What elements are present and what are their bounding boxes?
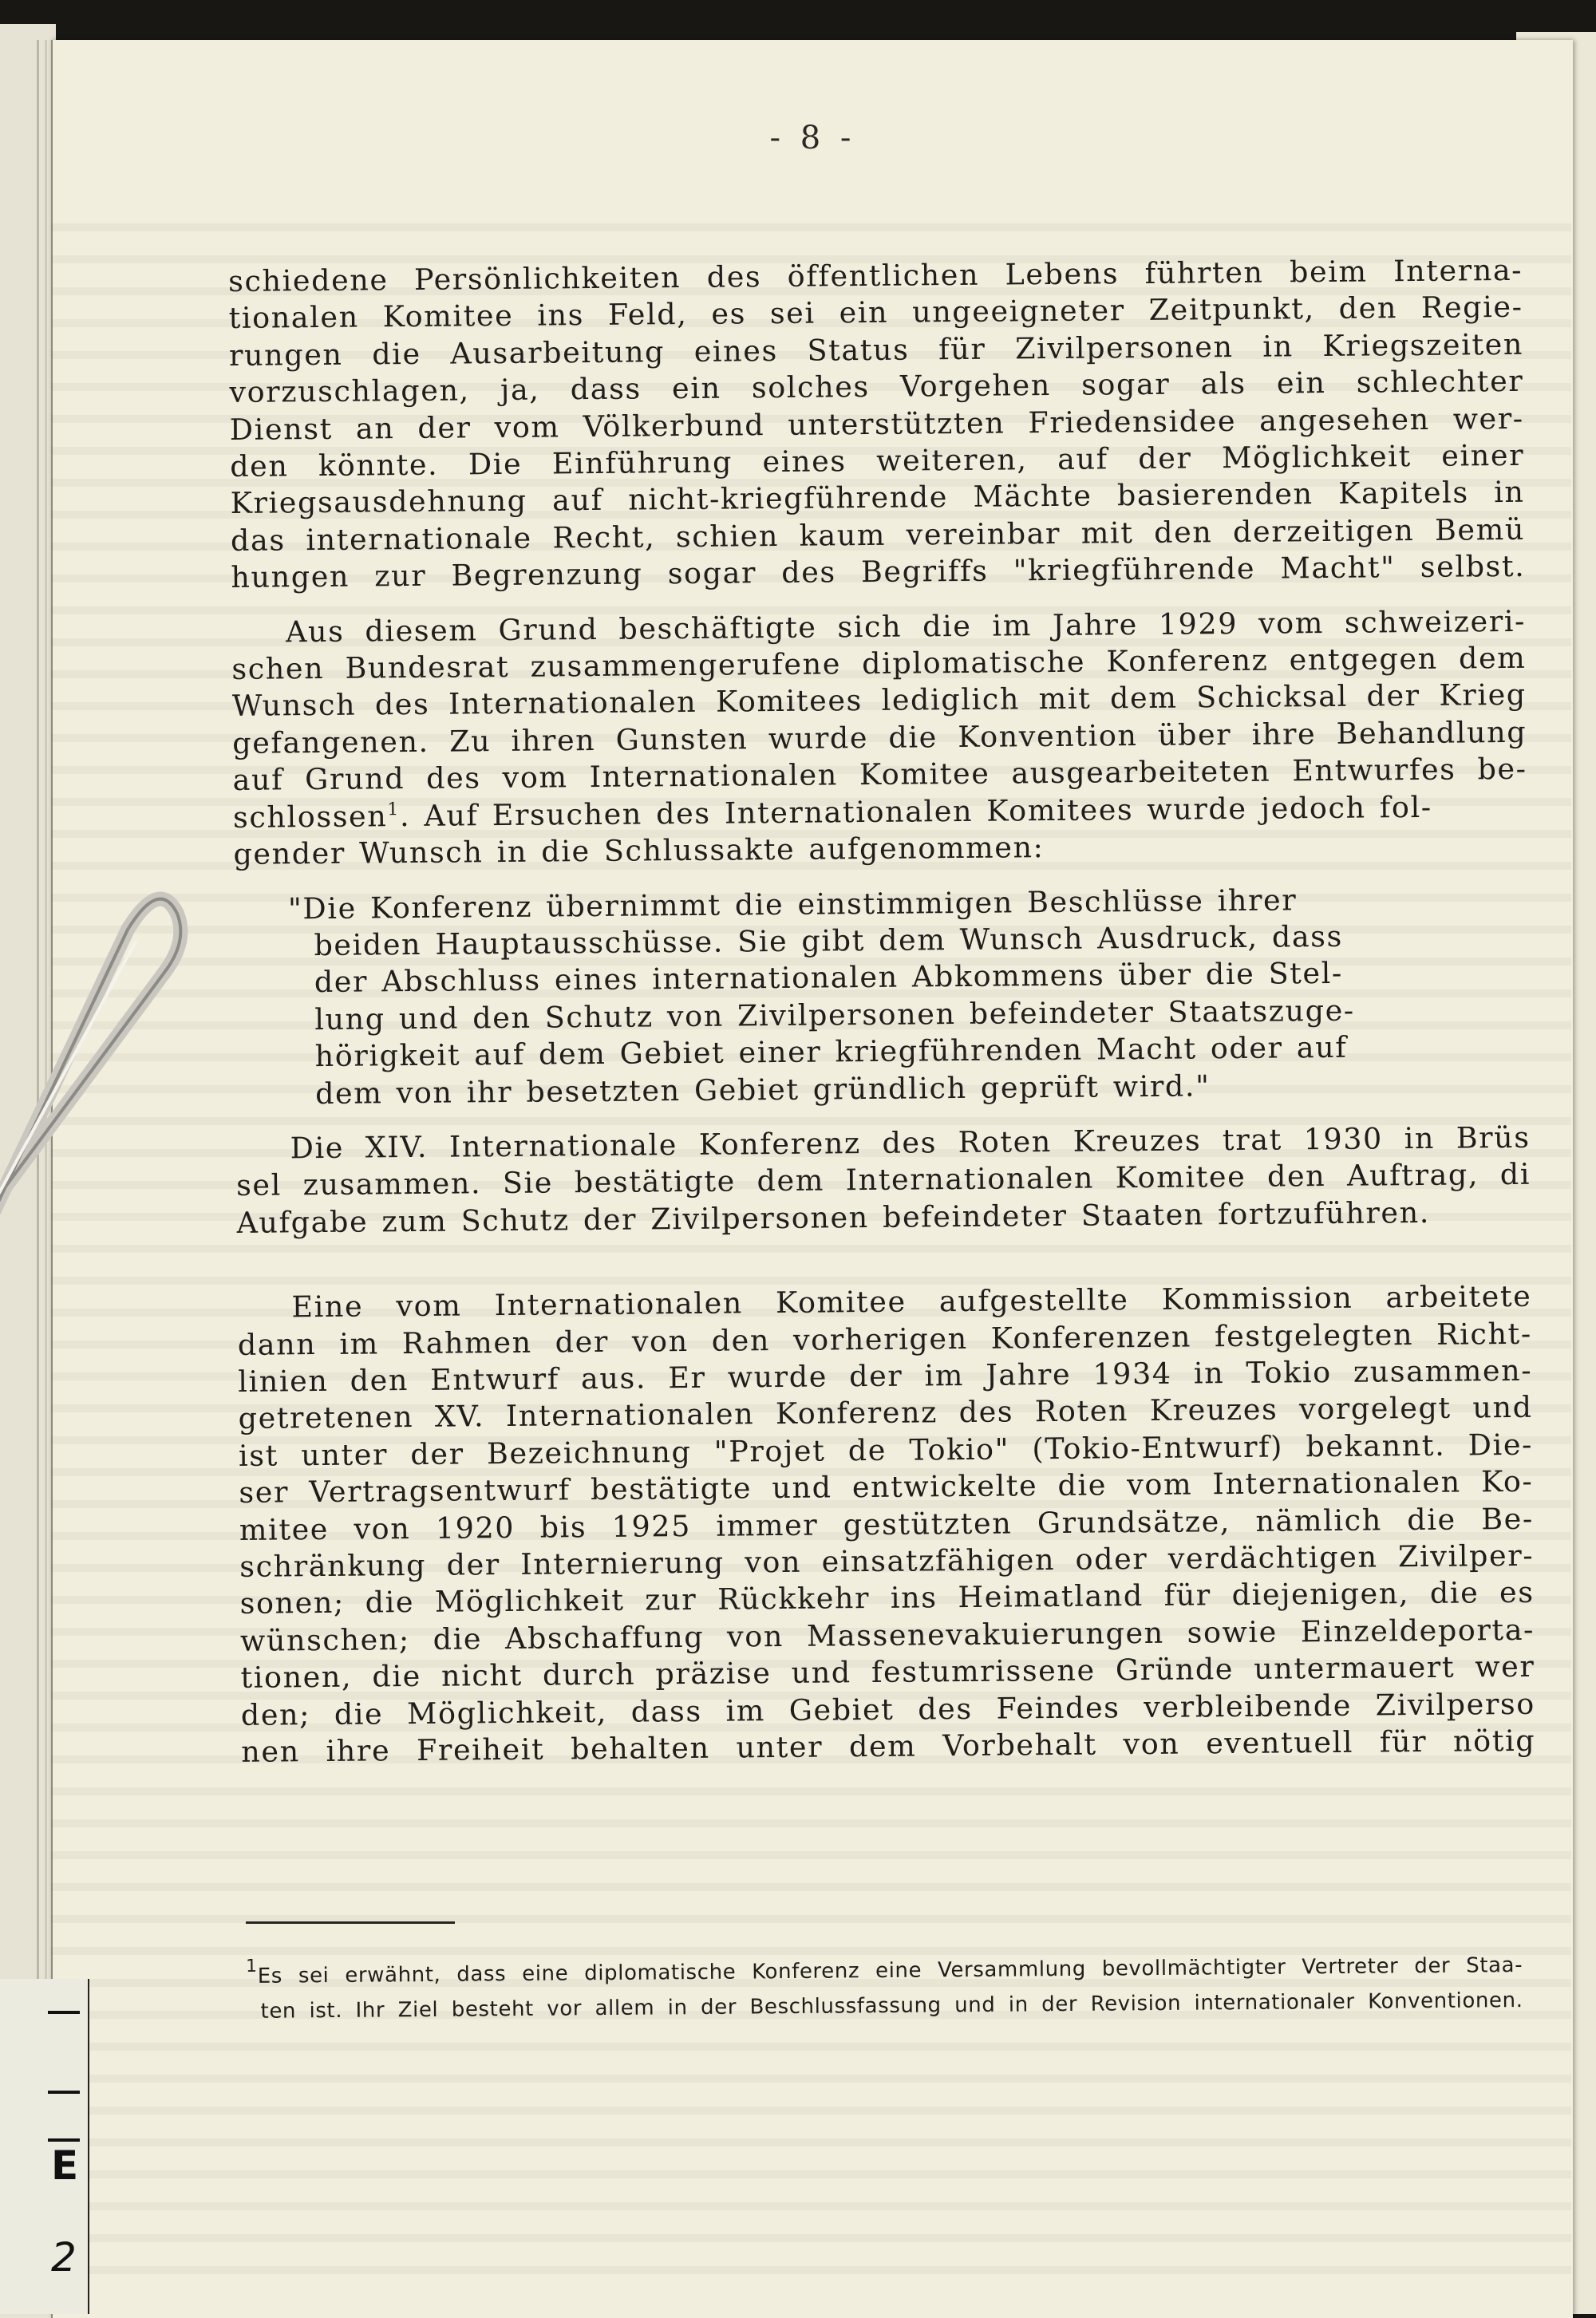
paragraph-3	[235, 1120, 1531, 1242]
handwritten-mark: 2	[51, 2234, 77, 2280]
footnote-text: Es sei erwähnt, dass eine diplomatische Konferenz eine Versammlung bevollmächtigter Vertreter der Staa-	[257, 1953, 1523, 1988]
body-text	[228, 252, 1535, 1771]
text-line: nen ihre Freiheit behalten unter dem Vorbehalt von eventuell für nötig	[241, 1723, 1536, 1769]
text-line: dann im Rahmen der von den vorherigen Konferenzen festgelegten Richt-	[237, 1316, 1532, 1362]
text-line: sonen; die Möglichkeit zur Rückkehr ins Heimatland für diejenigen, die es	[239, 1575, 1535, 1621]
footnote-mark: 1	[246, 1956, 258, 1976]
text-line: den; die Möglichkeit, dass im Gebiet des Feindes verbleibende Zivilperso	[240, 1686, 1536, 1732]
text-line: tionen, die nicht durch präzise und festumrissene Gründe untermauert wer	[240, 1649, 1535, 1696]
text-line: schen Bundesrat zusammengerufene diplomatische Konferenz entgegen dem	[231, 640, 1527, 687]
text-line: Eine vom Internationalen Komitee aufgestellte Kommission arbeitete	[291, 1278, 1532, 1325]
paper-clip-icon	[0, 886, 200, 1269]
paragraph-2	[231, 602, 1528, 873]
text-line: gender Wunsch in die Schlussakte aufgenommen:	[233, 830, 1045, 872]
text-line: wünschen; die Abschaffung von Massenevakuierungen sowie Einzeldeporta-	[239, 1612, 1535, 1658]
text-line: getretenen XV. Internationalen Konferenz des Roten Kreuzes vorgelegt und	[238, 1390, 1533, 1436]
text-line: schiedene Persönlichkeiten des öffentlichen Lebens führten beim Interna-	[228, 252, 1523, 298]
text-line: Die XIV. Internationale Konferenz des Roten Kreuzes trat 1930 in Brüs	[290, 1120, 1531, 1166]
quote-line: hörigkeit auf dem Gebiet einer kriegführenden Macht oder auf	[314, 1029, 1348, 1074]
text-line: tionalen Komitee ins Feld, es sei ein ungeeigneter Zeitpunkt, den Regie-	[228, 290, 1523, 336]
page-number: - 8 -	[769, 120, 856, 156]
footnote-line: ten ist. Ihr Ziel besteht vor allem in der Beschlussfassung und in der Revision internationaler Konventionen.	[260, 1988, 1523, 2024]
archive-edge-marker	[0, 1979, 89, 2314]
text-fragment: schlossen	[232, 798, 388, 835]
paragraph-4	[237, 1278, 1535, 1771]
text-line: Kriegsausdehnung auf nicht-kriegführende Mächte basierenden Kapitels in	[230, 475, 1525, 521]
edge-letter: E	[51, 2142, 79, 2189]
text-line: Aus diesem Grund beschäftigte sich die im Jahre 1929 vom schweizeri-	[285, 603, 1527, 650]
text-line: linien den Entwurf aus. Er wurde der im Jahre 1934 in Tokio zusammen-	[238, 1352, 1533, 1399]
text-line: Dienst an der vom Völkerbund unterstützten Friedensidee angesehen wer-	[229, 401, 1524, 447]
text-line: Wunsch des Internationalen Komitees lediglich mit dem Schicksal der Krieg	[231, 677, 1527, 724]
text-line: schränkung der Internierung von einsatzfähigen oder verdächtigen Zivilper-	[239, 1538, 1535, 1584]
text-line: das internationale Recht, schien kaum vereinbar mit den derzeitigen Bemü	[230, 511, 1526, 558]
text-line: den könnte. Die Einführung eines weiteren, auf der Möglichkeit einer	[230, 437, 1525, 484]
quote-line: "Die Konferenz übernimmt die einstimmigen Beschlüsse ihrer	[287, 882, 1298, 926]
text-line: rungen die Ausarbeitung eines Status für Zivilpersonen in Kriegszeiten	[228, 326, 1524, 373]
text-line: mitee von 1920 bis 1925 immer gestützten Grundsätze, nämlich die Be-	[239, 1501, 1534, 1547]
quote-line: lung und den Schutz von Zivilpersonen befeindeter Staatszuge-	[314, 993, 1355, 1037]
footnote	[246, 1948, 1523, 2029]
paragraph-1	[228, 252, 1526, 597]
quotation	[234, 879, 1530, 1113]
quote-line: beiden Hauptausschüsse. Sie gibt dem Wunsch Ausdruck, dass	[314, 918, 1344, 963]
footnote-separator	[246, 1921, 455, 1924]
text-line: vorzuschlagen, ja, dass ein solches Vorgehen sogar als ein schlechter	[229, 364, 1524, 410]
text-line: ser Vertragsentwurf bestätigte und entwickelte die vom Internationalen Ko-	[239, 1463, 1534, 1510]
text-line: sel zusammen. Sie bestätigte dem Internationalen Komitee den Auftrag, di	[235, 1157, 1531, 1203]
text-line: hungen zur Begrenzung sogar des Begriffs "kriegführende Macht" selbst.	[231, 549, 1526, 595]
quote-line: dem von ihr besetzten Gebiet gründlich geprüft wird."	[314, 1068, 1211, 1111]
quote-line: der Abschluss eines internationalen Abkommens über die Stel-	[314, 956, 1344, 1000]
text-line: ist unter der Bezeichnung "Projet de Tokio" (Tokio-Entwurf) bekannt. Die-	[238, 1427, 1534, 1473]
text-line: gefangenen. Zu ihren Gunsten wurde die Konvention über ihre Behandlung	[232, 714, 1527, 760]
footnote-reference: 1	[387, 799, 401, 819]
text-line: auf Grund des vom Internationalen Komitee ausgearbeiteten Entwurfes be-	[232, 752, 1527, 798]
text-fragment: . Auf Ersuchen des Internationalen Komitees wurde jedoch fol-	[399, 789, 1432, 833]
text-line: Aufgabe zum Schutz der Zivilpersonen befeindeter Staaten fortzuführen.	[236, 1195, 1431, 1240]
